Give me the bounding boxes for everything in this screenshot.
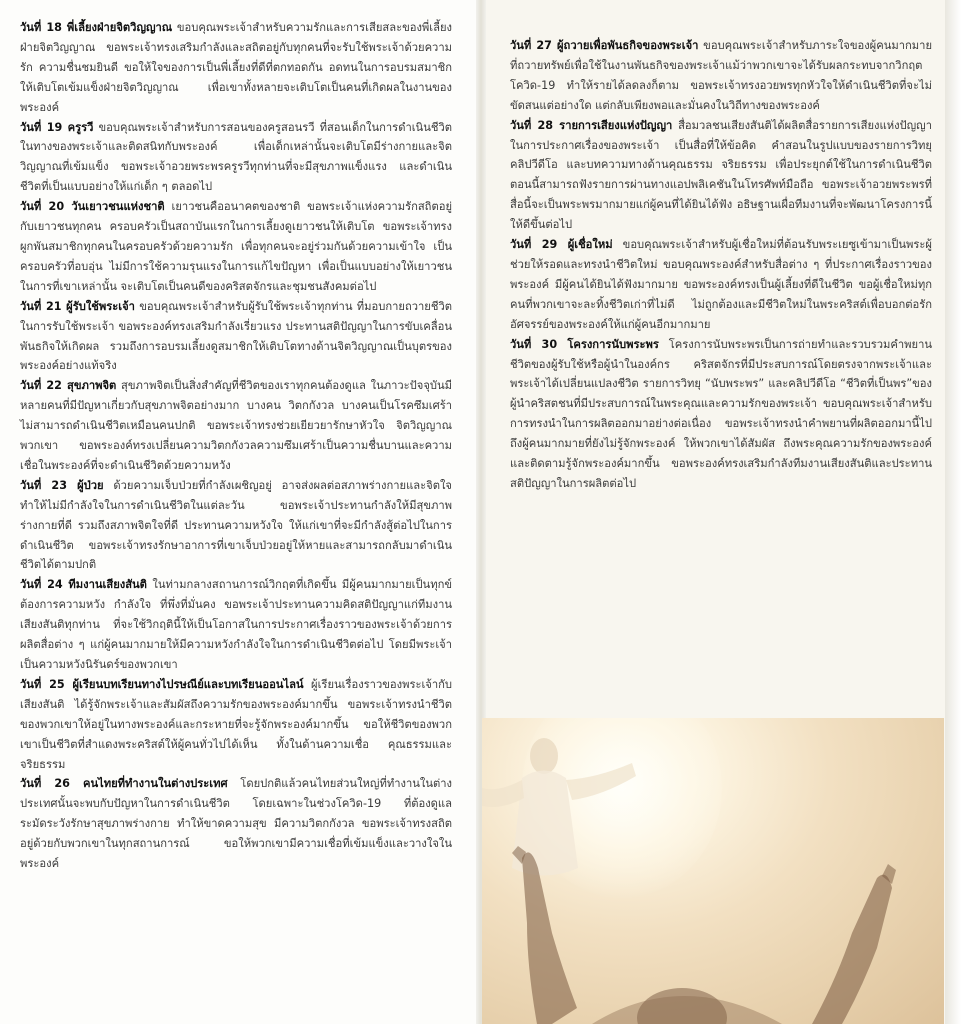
- prayer-entry-day-27: [510, 36, 932, 116]
- prayer-entry-day-26: [20, 774, 452, 874]
- prayer-entry-day-25: [20, 675, 452, 775]
- prayer-entry-day-30: [510, 335, 932, 494]
- prayer-entry-day-21: [20, 297, 452, 377]
- entry-body: ขอบคุณพระเจ้าสำหรับผู้เชื่อใหม่ที่ต้อนรับพระเยซูเข้ามาเป็นพระผู้ช่วยให้รอดและทรงนำชีวิตใหม่ ขอบคุณพระองค์สำหรับสื่อต่าง ๆ ที่ประกาศเรื่องราวของพระองค์ มีผู้คนได้ยินได้ฟังมากมาย ขอพระองค์ทรงเป็นผู้เลี้ยงที่ดีในชีวิต ขอผู้เชื่อใหม่ทุกคนที่พวกเขาจะละทิ้งชีวิตเก่าที่ไม่ดี ไม่ถูกต้องและมีชีวิตใหม่ในพระคริสต์เพื่อบอกต่อรักอัศจรรย์ของพระองค์ให้แก่ผู้คนอีกมากมาย: [510, 238, 932, 331]
- entry-body: โครงการนับพระพรเป็นการถ่ายทำและรวบรวมคำพยานชีวิตของผู้รับใช้หรือผู้นำในองค์กร คริสตจักรที่มีประสบการณ์โดยตรงจากพระเจ้าและพระเจ้าได้เปลี่ยนแปลงชีวิต รายการวิทยุ “นับพระพร” และคลิปวีดีโอ “ชีวิตที่เป็นพร”ของผู้นำคริสตชนที่มีประสบการณ์ในพระคุณและความรักของพระเจ้า ขอบคุณพระเจ้าสำหรับการทรงนำในการผลิตออกมาอย่างต่อเนื่อง ขอพระเจ้าทรงนำคำพยานที่ผลิตออกมานี้ไปถึงผู้คนมากมายที่ยังไม่รู้จักพระองค์ ให้พวกเขาได้สัมผัส ถึงพระคุณความรักของพระองค์และติดตามรู้จักพระองค์มากขึ้น ขอพระองค์ทรงเสริมกำลังทีมงานเสียงสันติและประทานสติปัญญาในการผลิตต่อไป: [510, 337, 932, 490]
- entry-heading: วันที่ 23 ผู้ป่วย: [20, 478, 104, 492]
- entry-heading: วันที่ 29 ผู้เชื่อใหม่: [510, 238, 613, 252]
- entry-heading: วันที่ 26 คนไทยที่ทำงานในต่างประเทศ: [20, 777, 228, 791]
- entry-heading: วันที่ 24 ทีมงานเสียงสันติ: [20, 578, 147, 592]
- entry-body: ผู้เรียนเรื่องราวของพระเจ้ากับเสียงสันติ ได้รู้จักพระเจ้าและสัมผัสถึงความรักของพระองค์มากขึ้น ขอพระเจ้าทรงนำชีวิตของพวกเขาให้อยู่ในทางพระองค์และกระหายที่จะรู้จักพระองค์มากขึ้น ขอให้ชีวิตของพวกเขาเป็นชีวิตที่สำแดงพระคริสต์ให้ผู้คนทั่วไปได้เห็น ทั้งในด้านความเชื่อ คุณธรรมและจริยธรรม: [20, 677, 452, 771]
- entry-heading: วันที่ 27 ผู้ถวายเพื่อพันธกิจของพระเจ้า: [510, 39, 699, 52]
- prayer-entry-day-24: [20, 575, 452, 675]
- jesus-and-raised-arms-icon: [482, 718, 944, 1024]
- entry-heading: วันที่ 20 วันเยาวชนแห่งชาติ: [20, 200, 165, 214]
- entry-body: ขอบคุณพระเจ้าสำหรับภาระใจของผู้คนมากมายที่ถวายทรัพย์เพื่อใช้ในงานพันธกิจของพระเจ้าแม้ว่าพวกเขาจะได้รับผลกระทบจากวิกฤตโควิด-19 ทำให้รายได้ลดลงก็ตาม ขอพระเจ้าทรงอวยพรทุกหัวใจให้ดำเนินชีวิตที่จะไม่ขัดสนแต่อย่างใด แต่กลับเพียงพอและมั่นคงในวิถีทางของพระองค์: [510, 39, 932, 112]
- entry-body: ขอบคุณพระเจ้าสำหรับการสอนของครูสอนรวี ที่สอนเด็กในการดำเนินชีวิตในทางของพระเจ้าและติดสนิทกับพระองค์ เพื่อเด็กเหล่านั้นจะเติบโตมีร่างกายและจิตวิญญาณที่เข้มแข็ง ขอพระเจ้าอวยพระพรครูรวีทุกท่านที่จะมีสุขภาพแข็งแรง และดำเนินชีวิตที่เป็นแบบอย่างให้แก่เด็ก ๆ ตลอดไป: [20, 120, 452, 194]
- entry-body: โดยปกติแล้วคนไทยส่วนใหญ่ที่ทำงานในต่างประเทศนั้นจะพบกับปัญหาในการดำเนินชีวิต โดยเฉพาะในช่วงโควิด-19 ที่ต้องดูแล ระมัดระวังรักษาสุขภาพร่างกาย ทำให้ขาดความสุข มีความวิตกกังวล ขอพระเจ้าทรงสถิตอยู่ด้วยกับพวกเขาในทุกสถานการณ์ ขอให้พวกเขามีความเชื่อที่เข้มแข็งและวางใจในพระองค์: [20, 777, 452, 871]
- entry-body: ด้วยความเจ็บป่วยที่กำลังเผชิญอยู่ อาจส่งผลต่อสภาพร่างกายและจิตใจ ทำให้ไม่มีกำลังใจในการดำเนินชีวิตในแต่ละวัน ขอพระเจ้าประทานกำลังให้มีสุขภาพร่างกายที่ดี รวมถึงสภาพจิตใจที่ดี ประทานความหวังใจ ให้แก่เขาที่จะมีกำลังสู้ต่อไปในการดำเนินชีวิต ขอพระเจ้าทรงรักษาอาการที่เขาเจ็บป่วยอยู่ให้หายและสามารถกลับมาดำเนินชีวิตได้ตามปกติ: [20, 478, 452, 572]
- prayer-entry-day-23: [20, 476, 452, 576]
- entry-heading: วันที่ 22 สุขภาพจิต: [20, 379, 117, 393]
- prayer-entry-day-29: [510, 235, 932, 335]
- entry-body: ขอบคุณพระเจ้าสำหรับผู้รับใช้พระเจ้าทุกท่าน ที่มอบกายถวายชีวิตในการรับใช้พระเจ้า ขอพระองค์ทรงเสริมกำลังเรี่ยวแรง ประทานสติปัญญาในการขับเคลื่อนพันธกิจให้เกิดผล รวมถึงการอบรมเลี้ยงดูสมาชิกให้เติบโตทางด้านจิตวิญญาณเป็นบุตรของพระองค์อย่างแท้จริง: [20, 299, 452, 373]
- entry-heading: วันที่ 19 ครูรวี: [20, 120, 94, 134]
- page-edge: [945, 0, 961, 1024]
- entry-body: ในท่ามกลางสถานการณ์วิกฤตที่เกิดขึ้น มีผู้คนมากมายเป็นทุกข์ต้องการความหวัง กำลังใจ ที่พึ่งที่มั่นคง ขอพระเจ้าประทานความคิดสติปัญญาแก่ทีมงานเสียงสันติทุกท่าน ที่จะใช้วิกฤตินี้ให้เป็นโอกาสในการประกาศเรื่องราวของพระเจ้าด้วยการผลิตสื่อต่าง ๆ แก่ผู้คนมากมายให้มีความหวังกำลังใจในการดำเนินชีวิตต่อไป โดยมีพระเจ้าเป็นความหวังนิรันดร์ของพวกเขา: [20, 578, 452, 671]
- entry-body: สื่อมวลชนเสียงสันติได้ผลิตสื่อรายการเสียงแห่งปัญญาในการประกาศเรื่องของพระเจ้า เป็นสื่อที่ให้ข้อคิด คำสอนในรูปแบบของรายการวิทยุ คลิปวีดีโอ และบทความทางด้านคุณธรรม จริยธรรม เพื่อประยุกต์ใช้ในการดำเนินชีวิต ตอนนี้สามารถฟังรายการผ่านทางแอปพลิเคชันในโทรศัพท์มือถือ ขอพระเจ้าอวยพระพรที่สื่อนี้จะเป็นพระพรมากมายแก่ผู้คนที่ได้ยินได้ฟัง อธิษฐานเผื่อทีมงานที่จะพัฒนาโครงการนี้ให้ดีขึ้นต่อไป: [510, 118, 932, 232]
- prayer-entry-day-28: [510, 116, 932, 235]
- prayer-entry-day-20: [20, 197, 452, 297]
- right-text-column: [510, 36, 932, 494]
- prayer-entry-day-18: [20, 18, 452, 118]
- prayer-entry-day-22: [20, 376, 452, 476]
- entry-heading: วันที่ 30 โครงการนับพระพร: [510, 337, 659, 351]
- entry-body: สุขภาพจิตเป็นสิ่งสำคัญที่ชีวิตของเราทุกคนต้องดูแล ในภาวะปัจจุบันมีหลายคนที่มีปัญหาเกี่ยวกับสุขภาพจิตอย่างมาก บางคน วิตกกังวล บางคนเป็นโรคซึมเศร้า ไม่สามารถดำเนินชีวิตเหมือนคนปกติ ขอพระเจ้าทรงช่วยเยียวยารักษาหัวใจ จิตวิญญาณพวกเขา ขอพระองค์ทรงเปลี่ยนความวิตกกังวลความซึมเศร้าเป็นความชื่นบานและความเชื่อในพระองค์ที่จะดำเนินชีวิตด้วยความหวัง: [20, 379, 452, 472]
- entry-body: เยาวชนคืออนาคตของชาติ ขอพระเจ้าแห่งความรักสถิตอยู่กับเยาวชนทุกคน ครอบครัวเป็นสถาบันแรกในการเลี้ยงดูเยาวชนให้เติบโต ขอพระเจ้าทรงผูกพันสมาชิกทุกคนในครอบครัวด้วยความรัก เพื่อทุกคนจะอยู่ร่วมกันด้วยความเข้าใจ เป็นครอบครัวที่อบอุ่น ไม่มีการใช้ความรุนแรงในการแก้ไขปัญหา เพื่อเป็นแบบอย่างให้เยาวชน ในการที่เขาเหล่านั้น จะเติบโตเป็นคนดีของคริสตจักรและชุมชนสังคมต่อไป: [20, 200, 452, 293]
- worship-illustration: [482, 718, 944, 1024]
- entry-body: ขอบคุณพระเจ้าสำหรับความรักและการเสียสละของพี่เลี้ยงฝ่ายจิตวิญญาณ ขอพระเจ้าทรงเสริมกำลังและสถิตอยู่กับทุกคนที่จะรับใช้พระเจ้าด้วยความรัก ความชื่นชมยินดี ขอให้ใจของการเป็นพี่เลี้ยงที่ดีที่ตกทอดกัน อดทนในการอบรมสมาชิกให้เติบโตเข้มแข็งฝ่ายจิตวิญญาณ เพื่อเขาทั้งหลายจะเติบโตเป็นคนที่เกิดผลในงานของพระองค์: [20, 21, 452, 114]
- entry-heading: วันที่ 18 พี่เลี้ยงฝ่ายจิตวิญญาณ: [20, 21, 173, 34]
- entry-heading: วันที่ 28 รายการเสียงแห่งปัญญา: [510, 118, 673, 132]
- entry-heading: วันที่ 21 ผู้รับใช้พระเจ้า: [20, 299, 135, 313]
- entry-heading: วันที่ 25 ผู้เรียนบทเรียนทางไปรษณีย์และบทเรียนออนไลน์: [20, 677, 304, 691]
- prayer-entry-day-19: [20, 118, 452, 198]
- left-text-column: [20, 18, 452, 874]
